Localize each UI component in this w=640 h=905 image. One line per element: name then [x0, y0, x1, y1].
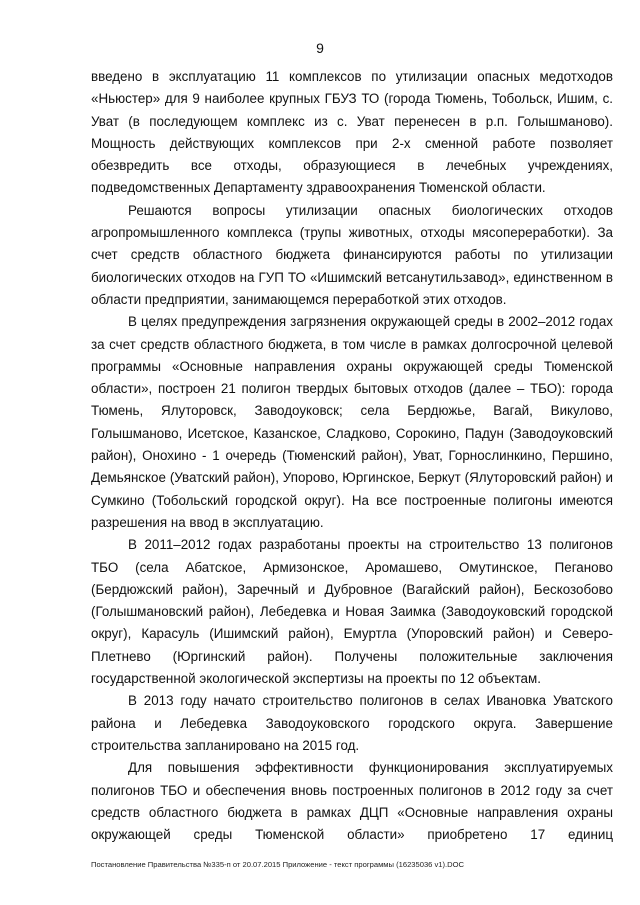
- paragraph: В 2013 году начато строительство полигонов в селах Ивановка Уватского района и Лебедевка Заводоуковского городского округа. Завершение строительства запланировано на 2015 год.: [91, 693, 613, 753]
- paragraph: Решаются вопросы утилизации опасных биологических отходов агропромышленного комплекса (трупы животных, отходы мясопереработки). За счет средств областного бюджета финансируются работы по утилизации биологических отходов на ГУП ТО «Ишимский ветсанутильзавод», единственном в области предприятии, занимающемся переработкой этих отходов.: [91, 202, 613, 307]
- paragraph: В 2011–2012 годах разработаны проекты на строительство 13 полигонов ТБО (села Абатское, Армизонское, Аромашево, Омутинское, Пеганово (Бердюжский район), Заречный и Дубровное (Вагайский район), Бескозобово (Голышмановский район), Лебедевка и Новая Заимка (Заводоуковский городской округ), Карасуль (Ишимский район), Емуртла (Упоровский район) и Северо-Плетнево (Юргинский район). Получены положительные заключения государственной экологической экспертизы на проекты по 12 объектам.: [91, 537, 613, 687]
- page-number: 9: [316, 40, 324, 56]
- document-body: [91, 66, 613, 846]
- paragraph: введено в эксплуатацию 11 комплексов по утилизации опасных медотходов «Ньюстер» для 9 наиболее крупных ГБУЗ ТО (города Тюмень, Тобольск, Ишим, с. Уват (в последующем комплекс из с. Уват перенесен в р.п. Голышманово). Мощность действующих комплексов при 2-х сменной работе позволяет обезвредить все отходы, образующиеся в лечебных учреждениях, подведомственных Департаменту здравоохранения Тюменской области.: [91, 69, 613, 196]
- paragraph: В целях предупреждения загрязнения окружающей среды в 2002–2012 годах за счет средств областного бюджета, в том числе в рамках долгосрочной целевой программы «Основные направления охраны окружающей среды Тюменской области», построен 21 полигон твердых бытовых отходов (далее – ТБО): города Тюмень, Ялуторовск, Заводоуковск; села Бердюжье, Вагай, Викулово, Голышманово, Исетское, Казанское, Сладково, Сорокино, Падун (Заводоуковский район), Онохино - 1 очередь (Тюменский район), Уват, Горнослинкино, Першино, Демьянское (Уватский район), Упорово, Юргинское, Беркут (Ялуторовский район) и Сумкино (Тобольский городской округ). На все построенные полигоны имеются разрешения на ввод в эксплуатацию.: [91, 314, 613, 530]
- document-footer: Постановление Правительства №335-п от 20.07.2015 Приложение - текст программы (16235036 v1).DOC: [91, 860, 465, 869]
- paragraph: Для повышения эффективности функционирования эксплуатируемых полигонов ТБО и обеспечения вновь построенных полигонов в 2012 году за счет средств областного бюджета в рамках ДЦП «Основные направления охраны окружающей среды Тюменской области» приобретено 17 единиц: [91, 760, 613, 843]
